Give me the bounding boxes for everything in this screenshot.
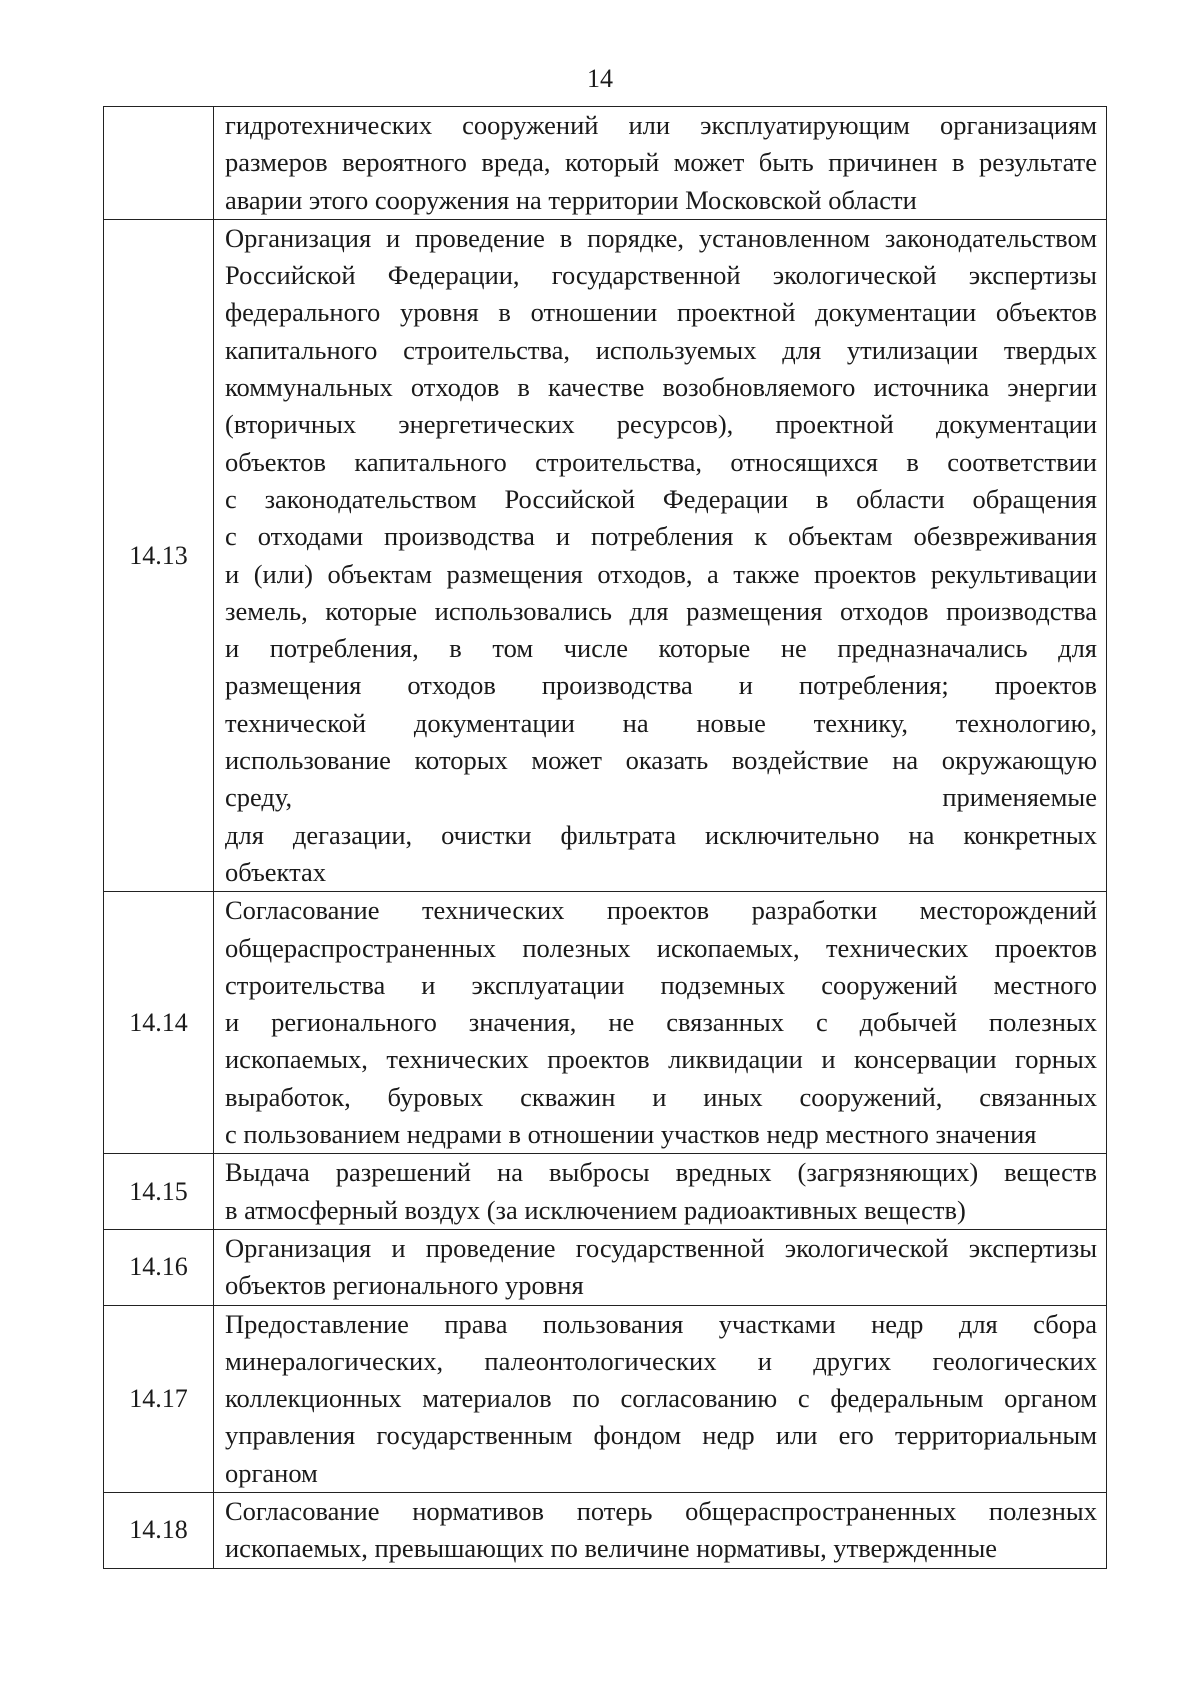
text-line: гидротехнических сооружений или эксплуатирующим организациям: [225, 110, 1097, 140]
text-line: аварии этого сооружения на территории Московской области: [225, 184, 917, 215]
text-line: размеров вероятного вреда, который может быть причинен в результате: [225, 147, 1097, 178]
table-row: [104, 107, 1107, 220]
text-line: федерального уровня в отношении проектной документации объектов: [225, 297, 1097, 328]
text-line: коммунальных отходов в качестве возобновляемого источника энергии: [225, 372, 1097, 403]
text-line: среду, применяемые: [225, 782, 1097, 813]
text-line: управления государственным фондом недр или его территориальным: [225, 1420, 1097, 1451]
text-line: объектах: [225, 856, 326, 887]
item-number: 14.13: [104, 219, 214, 891]
text-line: Организация и проведение государственной экологической экспертизы: [225, 1232, 1097, 1263]
text-line: ископаемых, технических проектов ликвидации и консервации горных: [225, 1044, 1097, 1075]
text-line: в атмосферный воздух (за исключением радиоактивных веществ): [225, 1194, 966, 1225]
text-line: для дегазации, очистки фильтрата исключительно на конкретных: [225, 819, 1097, 850]
item-text: [214, 107, 1107, 220]
item-text: [214, 1305, 1107, 1492]
text-line: минералогических, палеонтологических и других геологических: [225, 1345, 1097, 1376]
table-body: [104, 107, 1107, 1569]
table-row: [104, 892, 1107, 1154]
text-line: Выдача разрешений на выбросы вредных (загрязняющих) веществ: [225, 1157, 1097, 1188]
item-text: [214, 1154, 1107, 1230]
table-row: [104, 1305, 1107, 1492]
text-line: Предоставление права пользования участками недр для сбора: [225, 1308, 1097, 1339]
item-number: [104, 107, 214, 220]
item-number: 14.15: [104, 1154, 214, 1230]
item-number: 14.17: [104, 1305, 214, 1492]
item-text: [214, 892, 1107, 1154]
table-row: [104, 219, 1107, 891]
text-line: и регионального значения, не связанных с добычей полезных: [225, 1007, 1097, 1038]
table-row: [104, 1154, 1107, 1230]
text-line: ископаемых, превышающих по величине нормативы, утвержденные: [225, 1533, 998, 1564]
text-line: и потребления, в том числе которые не предназначались для: [225, 633, 1097, 664]
text-line: коллекционных материалов по согласованию с федеральным органом: [225, 1383, 1097, 1414]
item-text: [214, 1492, 1107, 1568]
text-line: и (или) объектам размещения отходов, а также проектов рекультивации: [225, 558, 1097, 589]
authority-table: [103, 106, 1107, 1569]
item-text: [214, 1229, 1107, 1305]
text-line: размещения отходов производства и потребления; проектов: [225, 670, 1097, 701]
text-line: (вторичных энергетических ресурсов), проектной документации: [225, 409, 1097, 440]
text-line: с отходами производства и потребления к объектам обезвреживания: [225, 521, 1097, 552]
text-line: объектов капитального строительства, относящихся в соответствии: [225, 446, 1097, 477]
text-line: с пользованием недрами в отношении участков недр местного значения: [225, 1119, 1037, 1150]
text-line: использование которых может оказать воздействие на окружающую: [225, 745, 1097, 776]
text-line: выработок, буровых скважин и иных сооружений, связанных: [225, 1081, 1097, 1112]
text-line: технической документации на новые технику, технологию,: [225, 707, 1097, 738]
page-number: 14: [587, 64, 613, 93]
item-number: 14.18: [104, 1492, 214, 1568]
text-line: с законодательством Российской Федерации в области обращения: [225, 483, 1097, 514]
text-line: земель, которые использовались для размещения отходов производства: [225, 595, 1097, 626]
table-row: [104, 1492, 1107, 1568]
item-text: [214, 219, 1107, 891]
text-line: капитального строительства, используемых для утилизации твердых: [225, 334, 1097, 365]
text-line: объектов регионального уровня: [225, 1270, 584, 1301]
text-line: Согласование нормативов потерь общераспространенных полезных: [225, 1495, 1097, 1526]
text-line: Организация и проведение в порядке, установленном законодательством: [225, 222, 1097, 253]
table-row: [104, 1229, 1107, 1305]
text-line: общераспространенных полезных ископаемых, технических проектов: [225, 932, 1097, 963]
text-line: Российской Федерации, государственной экологической экспертизы: [225, 260, 1097, 291]
item-number: 14.14: [104, 892, 214, 1154]
item-number: 14.16: [104, 1229, 214, 1305]
text-line: Согласование технических проектов разработки месторождений: [225, 895, 1097, 926]
text-line: строительства и эксплуатации подземных сооружений местного: [225, 969, 1097, 1000]
text-line: органом: [225, 1457, 318, 1488]
